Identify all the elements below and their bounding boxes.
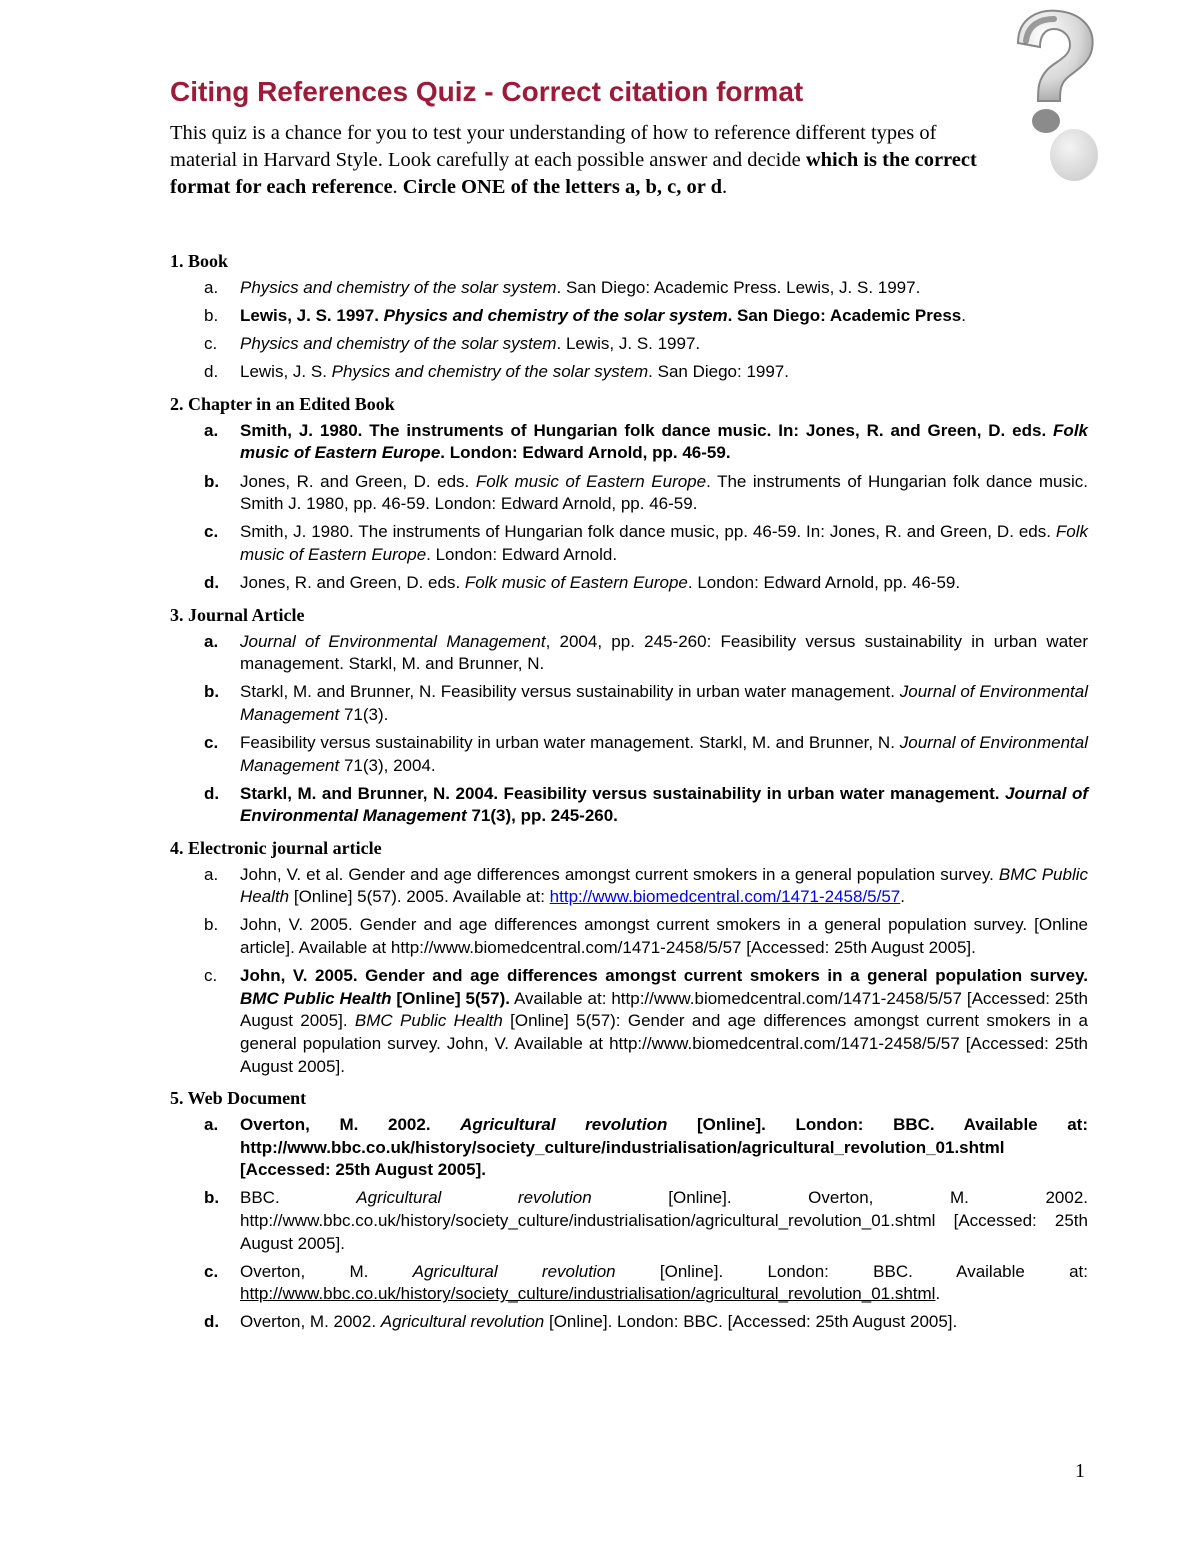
option-letter[interactable]: b. bbox=[204, 915, 219, 935]
option-text bbox=[240, 277, 1088, 300]
citation-run: . San Diego: 1997. bbox=[648, 362, 789, 382]
option-letter[interactable]: d. bbox=[204, 572, 220, 592]
citation-run: [Online]. London: BBC. [Accessed: 25th August 2005]. bbox=[544, 1312, 958, 1332]
question-section bbox=[170, 604, 1088, 828]
citation-run: [Online]. London: BBC. Available at: http://www.bbc.co.uk/history/society_culture/industrialisation/agricultural_revolution_01.shtml [Accessed: 25th August 2005]. bbox=[240, 1115, 1089, 1180]
intro-text: This quiz is a chance for you to test your understanding of how to reference different types of material in Harvard Style. Look carefully at each possible answer and decide bbox=[170, 122, 937, 171]
citation-run: . bbox=[961, 306, 966, 326]
option-letter[interactable]: c. bbox=[204, 1261, 219, 1281]
option-text bbox=[240, 783, 1088, 828]
option-letter[interactable]: c. bbox=[204, 334, 218, 354]
intro-paragraph bbox=[170, 120, 985, 201]
citation-run: John, V. 2005. Gender and age differences amongst current smokers in a general population survey. [Online article]. Available at http://www.biomedcentral.com/1471-2458/5/57 [Accessed: 25th August 2005]. bbox=[240, 915, 1088, 958]
citation-run: Starkl, M. and Brunner, N. Feasibility versus sustainability in urban water management. bbox=[240, 682, 900, 702]
citation-run: Physics and chemistry of the solar system bbox=[331, 362, 649, 382]
citation-run: Jones, R. and Green, D. eds. bbox=[240, 471, 476, 491]
option-text bbox=[240, 732, 1088, 777]
intro-text: . bbox=[392, 176, 403, 198]
option-letter[interactable]: d. bbox=[204, 783, 220, 803]
option-letter[interactable]: d. bbox=[204, 362, 219, 382]
citation-run: Overton, M. bbox=[240, 1261, 413, 1281]
option-text bbox=[240, 681, 1088, 726]
answer-option[interactable] bbox=[170, 277, 1088, 300]
citation-run: Agricultural revolution bbox=[412, 1261, 616, 1281]
citation-run: Journal of Environmental Management bbox=[240, 783, 1088, 826]
answer-option[interactable] bbox=[170, 1114, 1088, 1182]
answer-option[interactable] bbox=[170, 471, 1088, 516]
citation-run: [Online] 5(57): Gender and age differences amongst current smokers in a general population survey. John, V. Available at http://www.biomedcentral.com/1471-2458/5/57 [Accessed: 25th August 2005]. bbox=[240, 1011, 1088, 1076]
option-letter[interactable]: b. bbox=[204, 1188, 220, 1208]
option-letter[interactable]: c. bbox=[204, 732, 219, 752]
citation-run: BMC Public Health bbox=[354, 1011, 503, 1031]
citation-run: Folk music of Eastern Europe bbox=[475, 471, 707, 491]
answer-option[interactable] bbox=[170, 572, 1088, 595]
option-letter[interactable]: a. bbox=[204, 631, 219, 651]
question-mark-icon bbox=[1000, 5, 1100, 185]
citation-run: . bbox=[935, 1284, 941, 1304]
option-text bbox=[240, 864, 1088, 909]
option-letter[interactable]: d. bbox=[204, 1312, 220, 1332]
answer-option[interactable] bbox=[170, 1311, 1088, 1334]
option-letter[interactable]: c. bbox=[204, 522, 219, 542]
question-heading: 4. Electronic journal article bbox=[170, 837, 382, 858]
answer-option[interactable] bbox=[170, 732, 1088, 777]
citation-run: Lewis, J. S. 1997. bbox=[240, 306, 384, 326]
question-section bbox=[170, 393, 1088, 595]
citation-run: Folk music of Eastern Europe bbox=[464, 572, 688, 592]
citation-run: . The instruments of Hungarian folk dance music. Smith J. 1980, pp. 46-59. London: Edward Arnold, pp. 46-59. bbox=[240, 471, 1088, 514]
intro-text: . bbox=[722, 176, 728, 198]
answer-option[interactable] bbox=[170, 305, 1088, 328]
citation-run: BBC. bbox=[240, 1188, 357, 1208]
citation-run: John, V. 2005. Gender and age differences amongst current smokers in a general population survey. bbox=[240, 966, 1088, 986]
option-text bbox=[240, 305, 1088, 328]
option-letter[interactable]: a. bbox=[204, 864, 219, 884]
option-text bbox=[240, 1311, 1088, 1334]
answer-option[interactable] bbox=[170, 521, 1088, 566]
citation-run: BMC Public Health bbox=[240, 864, 1088, 907]
citation-run: Agricultural revolution bbox=[380, 1312, 545, 1332]
answer-option[interactable] bbox=[170, 965, 1088, 1078]
option-letter[interactable]: c. bbox=[204, 966, 218, 986]
question-section bbox=[170, 250, 1088, 384]
option-text bbox=[240, 521, 1088, 566]
question-section bbox=[170, 837, 1088, 1078]
citation-run: John, V. et al. Gender and age differences amongst current smokers in a general population survey. bbox=[240, 864, 999, 884]
citation-run: BMC Public Health bbox=[240, 988, 392, 1008]
option-text bbox=[240, 1187, 1088, 1255]
answer-option[interactable] bbox=[170, 914, 1088, 959]
option-text bbox=[240, 1114, 1088, 1182]
question-section bbox=[170, 1087, 1088, 1334]
citation-run: Feasibility versus sustainability in urban water management. Starkl, M. and Brunner, N. bbox=[240, 732, 900, 752]
citation-run: 71(3), 2004. bbox=[339, 755, 436, 775]
answer-option[interactable] bbox=[170, 864, 1088, 909]
option-text bbox=[240, 965, 1088, 1078]
citation-run: 71(3), pp. 245-260. bbox=[466, 806, 618, 826]
citation-run: Physics and chemistry of the solar system bbox=[240, 334, 557, 354]
answer-option[interactable] bbox=[170, 333, 1088, 356]
citation-run: [Online]. London: BBC. Available at: bbox=[615, 1261, 1089, 1281]
citation-run: Available at: http://www.biomedcentral.com/1471-2458/5/57 [Accessed: 25th August 2005]. bbox=[240, 988, 1089, 1031]
citation-run: Journal of Environmental Management bbox=[240, 682, 1089, 724]
citation-url: http://www.bbc.co.uk/history/society_culture/industrialisation/agricultural_revolution_01.shtml bbox=[240, 1284, 936, 1304]
option-letter[interactable]: a. bbox=[204, 278, 219, 297]
citation-run: . London: Edward Arnold. bbox=[426, 544, 618, 564]
citation-run: Overton, M. 2002. bbox=[240, 1312, 381, 1332]
option-text bbox=[240, 420, 1088, 465]
option-letter[interactable]: b. bbox=[204, 682, 220, 702]
option-text bbox=[240, 1261, 1088, 1306]
intro-instruction: Circle ONE of the letters a, b, c, or d bbox=[402, 176, 722, 198]
page-number: 1 bbox=[1075, 1460, 1085, 1482]
citation-run: 71(3). bbox=[339, 704, 389, 724]
citation-run: Smith, J. 1980. The instruments of Hungarian folk dance music. In: Jones, R. and Green, D. eds. bbox=[240, 420, 1054, 440]
citation-run: . San Diego: Academic Press bbox=[727, 306, 962, 326]
citation-run: Folk music of Eastern Europe bbox=[240, 420, 1088, 463]
question-heading: 3. Journal Article bbox=[170, 604, 305, 625]
answer-option[interactable] bbox=[170, 783, 1088, 828]
answer-option[interactable] bbox=[170, 681, 1088, 726]
option-text bbox=[240, 572, 1088, 595]
answer-option[interactable] bbox=[170, 361, 1088, 384]
quiz-questions bbox=[170, 250, 1088, 1343]
citation-run: . Lewis, J. S. 1997. bbox=[556, 334, 701, 354]
option-letter[interactable]: a. bbox=[204, 420, 219, 440]
citation-run: Overton, M. 2002. bbox=[240, 1115, 461, 1135]
citation-url[interactable]: http://www.biomedcentral.com/1471-2458/5/57 bbox=[549, 887, 901, 907]
citation-run: [Online]. Overton, M. 2002. http://www.bbc.co.uk/history/society_culture/industrialisation/agricultural_revolution_01.shtml [Accessed: 25th August 2005]. bbox=[240, 1188, 1089, 1253]
answer-option[interactable] bbox=[170, 420, 1088, 465]
citation-run: Lewis, J. S. bbox=[240, 362, 332, 382]
option-text bbox=[240, 631, 1088, 676]
citation-run: , 2004, pp. 245-260: Feasibility versus sustainability in urban water management. Starkl, M. and Brunner, N. bbox=[240, 631, 1089, 674]
intro-emphasis: which is the correct format for each reference bbox=[170, 149, 977, 198]
answer-option[interactable] bbox=[170, 1187, 1088, 1255]
citation-run: Physics and chemistry of the solar system bbox=[383, 306, 728, 326]
question-heading: 5. Web Document bbox=[170, 1088, 307, 1109]
question-heading: 2. Chapter in an Edited Book bbox=[170, 393, 395, 414]
page-title: Citing References Quiz - Correct citation format bbox=[170, 76, 804, 107]
answer-option[interactable] bbox=[170, 631, 1088, 676]
question-heading: 1. Book bbox=[170, 251, 229, 271]
citation-run: . bbox=[900, 887, 905, 907]
option-text bbox=[240, 361, 1088, 384]
citation-run: . London: Edward Arnold, pp. 46-59. bbox=[687, 572, 961, 592]
answer-option[interactable] bbox=[170, 1261, 1088, 1306]
citation-run: Jones, R. and Green, D. eds. bbox=[240, 572, 465, 592]
citation-run: [Online] 5(57). bbox=[391, 988, 510, 1008]
option-text bbox=[240, 471, 1088, 516]
citation-run: Folk music of Eastern Europe bbox=[240, 522, 1088, 564]
option-letter[interactable]: b. bbox=[204, 471, 220, 491]
citation-run: Journal of Environmental Management bbox=[240, 732, 1089, 775]
citation-run: Starkl, M. and Brunner, N. 2004. Feasibility versus sustainability in urban water management. bbox=[240, 783, 1006, 803]
citation-run: . London: Edward Arnold, pp. 46-59. bbox=[440, 443, 731, 463]
citation-run: . San Diego: Academic Press. Lewis, J. S. 1997. bbox=[556, 278, 921, 297]
option-letter[interactable]: a. bbox=[204, 1115, 219, 1135]
option-text bbox=[240, 914, 1088, 959]
citation-run: [Online] 5(57). 2005. Available at: bbox=[289, 887, 550, 907]
citation-run: Journal of Environmental Management bbox=[240, 631, 546, 651]
citation-run: Smith, J. 1980. The instruments of Hungarian folk dance music, pp. 46-59. In: Jones, R. and Green, D. eds. bbox=[240, 522, 1056, 542]
option-text bbox=[240, 333, 1088, 356]
citation-run: Agricultural revolution bbox=[356, 1188, 592, 1208]
citation-run: Physics and chemistry of the solar system bbox=[240, 278, 557, 297]
option-letter[interactable]: b. bbox=[204, 306, 219, 326]
citation-run: Agricultural revolution bbox=[460, 1115, 668, 1135]
